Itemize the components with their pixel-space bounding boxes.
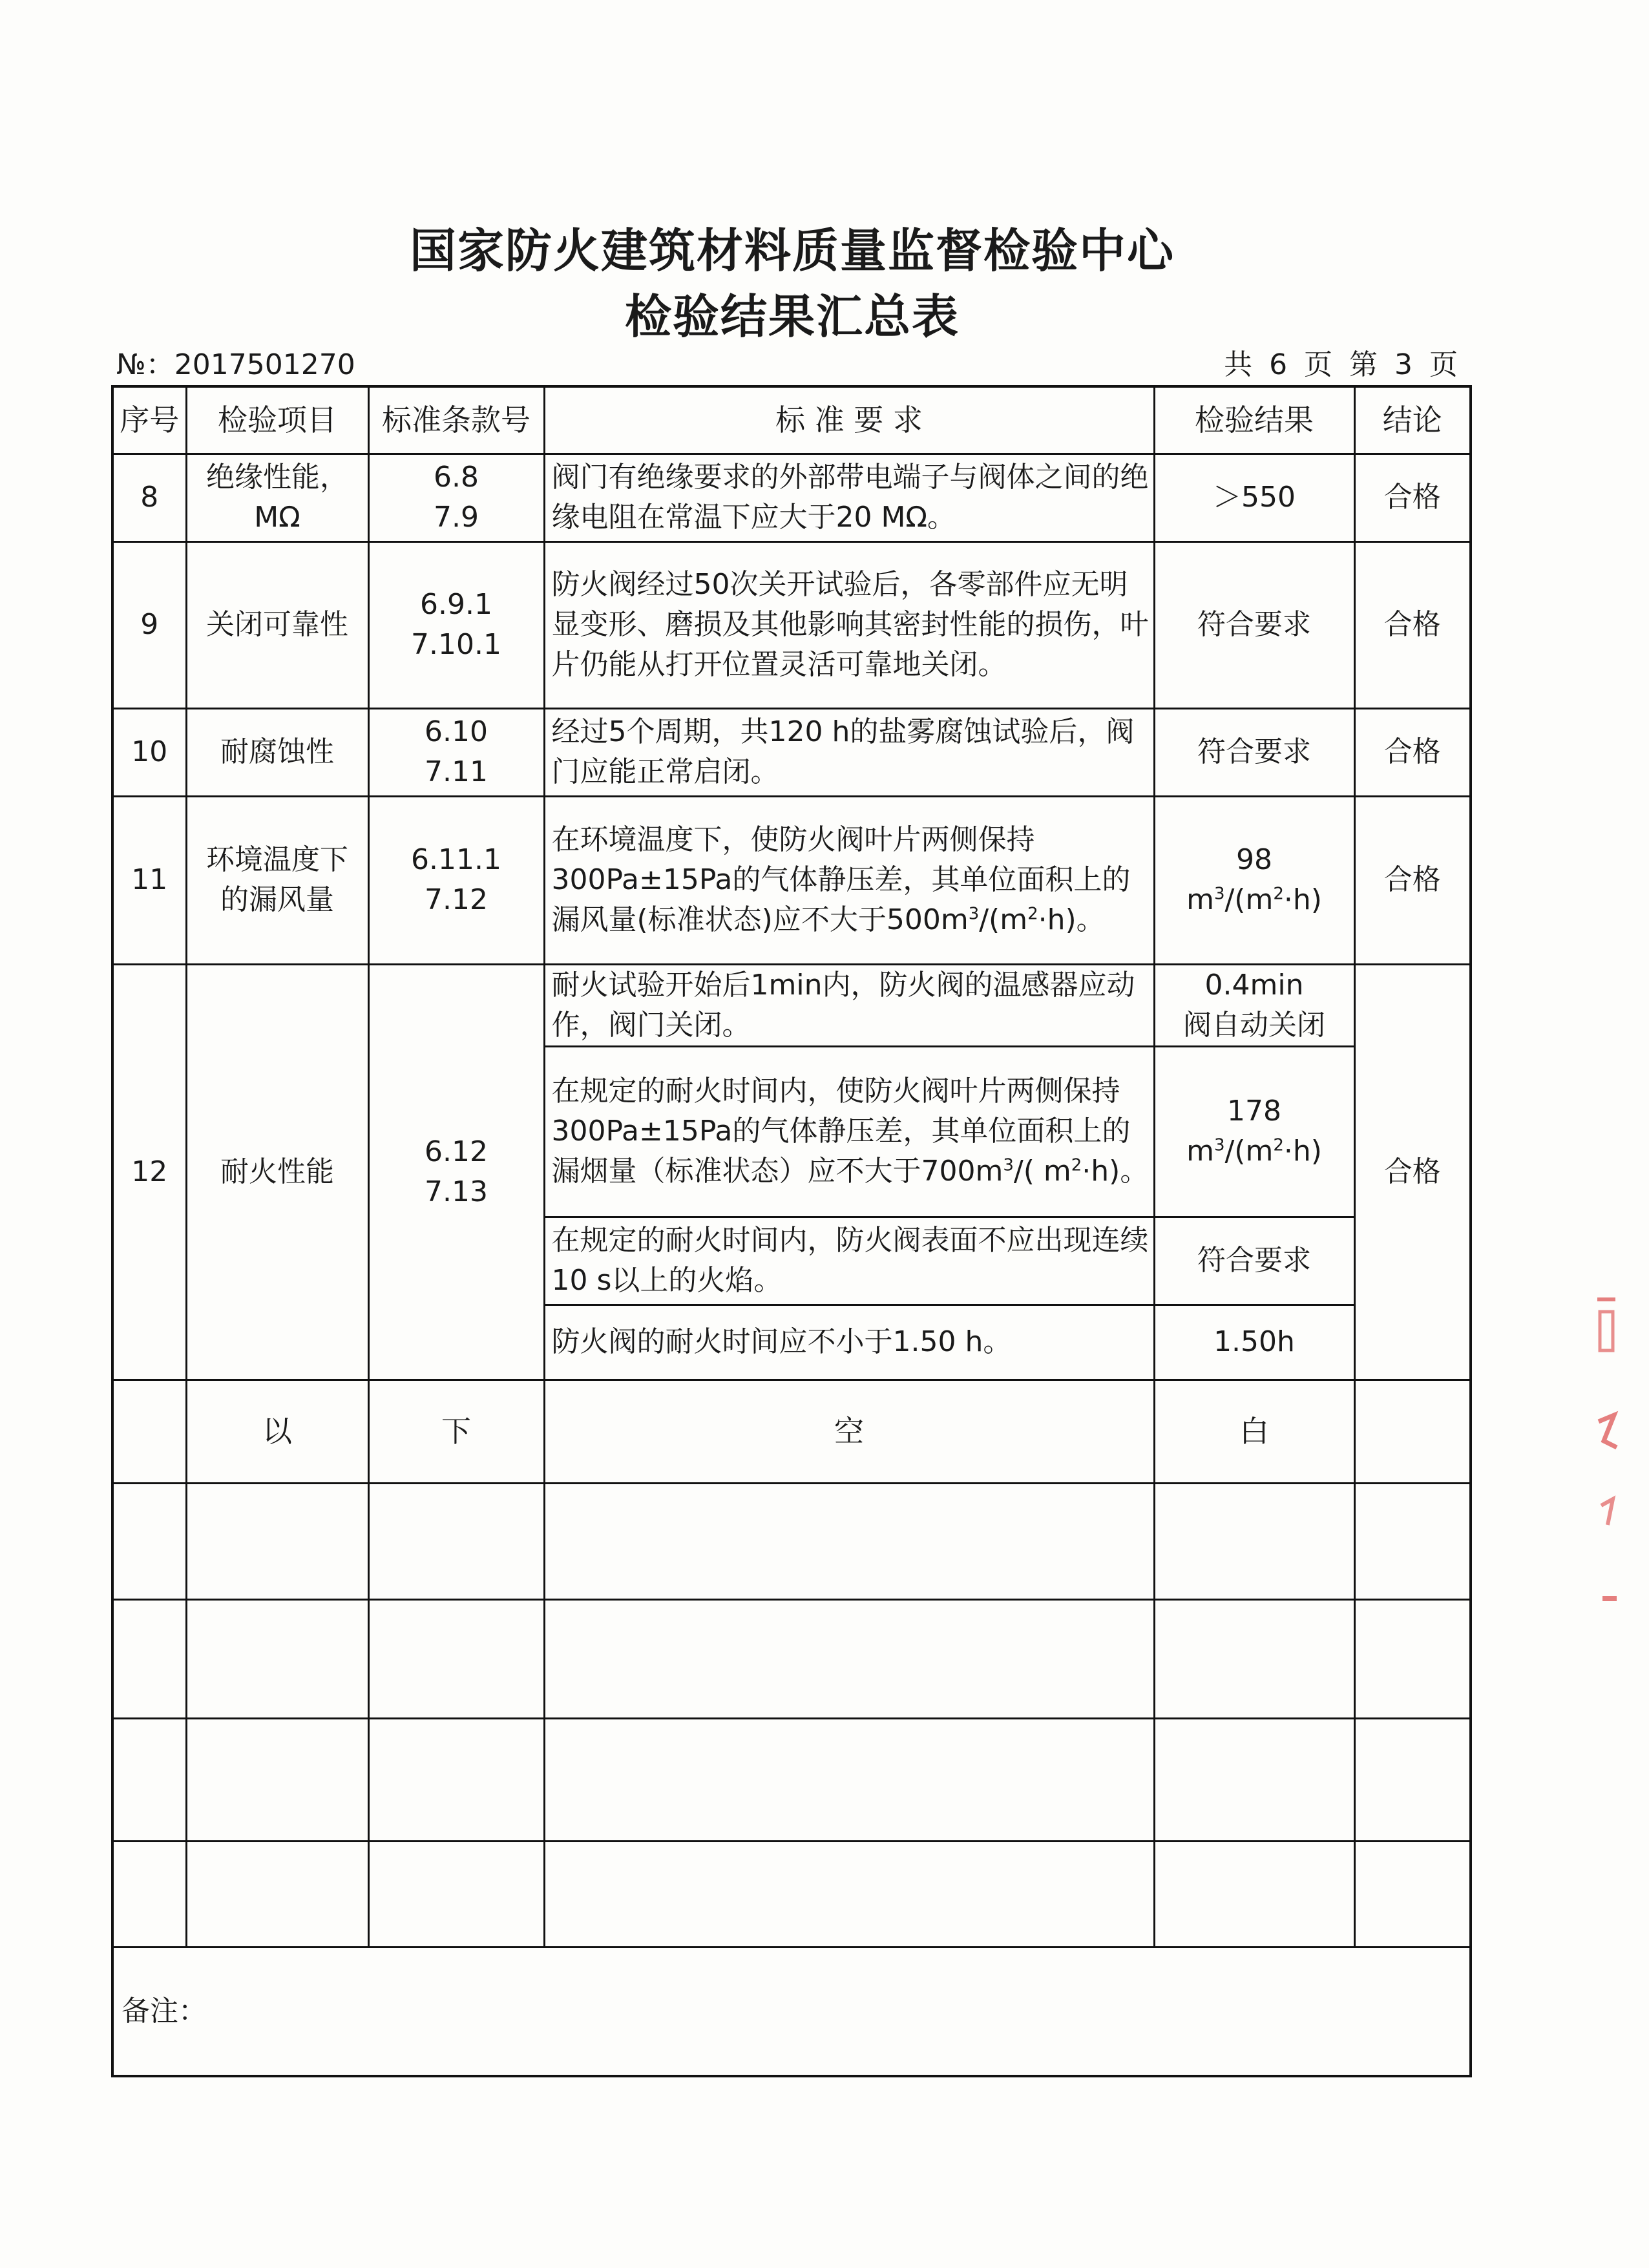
row-requirement bbox=[544, 796, 1154, 964]
row-conclusion: 合格 bbox=[1354, 708, 1471, 796]
req-text: /(m bbox=[979, 903, 1028, 936]
empty-row bbox=[112, 1483, 1471, 1599]
row-requirement: 防火阀经过50次关开试验后，各零部件应无明显变形、磨损及其他影响其密封性能的损伤，叶片仍能从打开位置灵活可靠地关闭。 bbox=[544, 541, 1154, 708]
req-text: ·h)。 bbox=[1082, 1155, 1149, 1188]
unit-sup: 3 bbox=[1213, 1135, 1225, 1155]
empty-row bbox=[112, 1599, 1471, 1718]
result-unit bbox=[1159, 1131, 1350, 1171]
row-requirement: 阀门有绝缘要求的外部带电端子与阀体之间的绝缘电阻在常温下应大于20 MΩ。 bbox=[544, 454, 1154, 541]
clause-line: 6.11.1 bbox=[411, 843, 501, 876]
row-conclusion: 合格 bbox=[1354, 796, 1471, 964]
col-header-conclusion: 结论 bbox=[1354, 386, 1471, 454]
table-row bbox=[112, 541, 1471, 708]
empty-cell bbox=[112, 1841, 186, 1947]
empty-cell bbox=[1354, 1599, 1471, 1718]
col-header-result: 检验结果 bbox=[1154, 386, 1354, 454]
results-table bbox=[111, 385, 1472, 2077]
empty-cell bbox=[368, 1841, 544, 1947]
row-clause bbox=[368, 708, 544, 796]
clause-line: 7.9 bbox=[434, 501, 479, 534]
empty-cell bbox=[112, 1599, 186, 1718]
empty-cell bbox=[1154, 1841, 1354, 1947]
empty-cell bbox=[544, 1483, 1154, 1599]
empty-cell bbox=[1154, 1718, 1354, 1841]
col-header-clause: 标准条款号 bbox=[368, 386, 544, 454]
empty-cell bbox=[1354, 1718, 1471, 1841]
empty-row bbox=[112, 1841, 1471, 1947]
clause-line: 7.13 bbox=[425, 1175, 488, 1208]
result-value: 178 bbox=[1227, 1095, 1281, 1128]
row-conclusion: 合格 bbox=[1354, 454, 1471, 541]
row-no: 11 bbox=[112, 796, 186, 964]
serial-number: №：2017501270 bbox=[116, 348, 355, 381]
unit-text: ·h) bbox=[1283, 1135, 1322, 1168]
req-text: ·h)。 bbox=[1038, 903, 1105, 936]
row-clause bbox=[368, 541, 544, 708]
clause-line: 6.10 bbox=[425, 715, 488, 748]
doc-title: 检验结果汇总表 bbox=[624, 289, 960, 344]
org-title: 国家防火建筑材料质量监督检验中心 bbox=[409, 224, 1175, 278]
row-item: 耐火性能 bbox=[186, 964, 368, 1380]
clause-line: 6.12 bbox=[425, 1135, 488, 1168]
row-result: 符合要求 bbox=[1154, 541, 1354, 708]
row-result: ＞550 bbox=[1154, 454, 1354, 541]
row-result: 符合要求 bbox=[1154, 1217, 1354, 1305]
item-line: MΩ bbox=[254, 501, 300, 534]
req-sup: 3 bbox=[968, 904, 980, 924]
result-unit bbox=[1159, 880, 1350, 920]
unit-text: m bbox=[1186, 883, 1214, 916]
empty-cell bbox=[1154, 1483, 1354, 1599]
empty-cell bbox=[368, 1599, 544, 1718]
blank-cell bbox=[112, 1380, 186, 1483]
empty-cell bbox=[368, 1718, 544, 1841]
req-sup: 3 bbox=[1003, 1155, 1014, 1175]
empty-cell bbox=[1354, 1483, 1471, 1599]
item-line: 绝缘性能， bbox=[206, 461, 348, 494]
row-requirement: 在规定的耐火时间内，防火阀表面不应出现连续10 s以上的火焰。 bbox=[544, 1217, 1154, 1305]
unit-text: /(m bbox=[1224, 1135, 1274, 1168]
row-result bbox=[1154, 796, 1354, 964]
stamp-mark-icon bbox=[1595, 1292, 1621, 1628]
unit-text: m bbox=[1186, 1135, 1214, 1168]
empty-cell bbox=[186, 1599, 368, 1718]
row-no: 10 bbox=[112, 708, 186, 796]
col-header-requirement: 标 准 要 求 bbox=[544, 386, 1154, 454]
empty-cell bbox=[186, 1483, 368, 1599]
req-text: 在规定的耐火时间内，使防火阀叶片两侧保持300Pa±15Pa的气体静压差，其单位面积上的漏烟量（标准状态）应不大于700m bbox=[551, 1075, 1131, 1188]
row-requirement: 经过5个周期，共120 h的盐雾腐蚀试验后，阀门应能正常启闭。 bbox=[544, 708, 1154, 796]
req-text: /( m bbox=[1013, 1155, 1071, 1188]
empty-cell bbox=[544, 1841, 1154, 1947]
empty-cell bbox=[1154, 1599, 1354, 1718]
empty-cell bbox=[112, 1483, 186, 1599]
row-no: 12 bbox=[112, 964, 186, 1380]
blank-word: 以 bbox=[186, 1380, 368, 1483]
row-item bbox=[186, 454, 368, 541]
empty-cell bbox=[1354, 1841, 1471, 1947]
clause-line: 7.11 bbox=[425, 755, 488, 788]
row-conclusion: 合格 bbox=[1354, 964, 1471, 1380]
row-result: 符合要求 bbox=[1154, 708, 1354, 796]
empty-cell bbox=[368, 1483, 544, 1599]
clause-line: 6.8 bbox=[434, 461, 479, 494]
unit-sup: 3 bbox=[1213, 884, 1225, 904]
table-row bbox=[112, 964, 1471, 1046]
row-result bbox=[1154, 964, 1354, 1046]
row-requirement: 防火阀的耐火时间应不小于1.50 h。 bbox=[544, 1305, 1154, 1380]
blank-word: 下 bbox=[368, 1380, 544, 1483]
row-item bbox=[186, 796, 368, 964]
table-row bbox=[112, 454, 1471, 541]
row-clause bbox=[368, 796, 544, 964]
col-header-no: 序号 bbox=[112, 386, 186, 454]
clause-line: 7.10.1 bbox=[411, 628, 501, 661]
row-clause bbox=[368, 964, 544, 1380]
table-row bbox=[112, 708, 1471, 796]
table-row bbox=[112, 796, 1471, 964]
empty-cell bbox=[544, 1599, 1154, 1718]
item-line: 的漏风量 bbox=[220, 883, 334, 916]
unit-sup: 2 bbox=[1273, 884, 1284, 904]
empty-row bbox=[112, 1718, 1471, 1841]
empty-cell bbox=[186, 1841, 368, 1947]
page-info: 共 6 页 第 3 页 bbox=[1224, 348, 1462, 381]
remarks-row bbox=[112, 1947, 1471, 2076]
col-header-item: 检验项目 bbox=[186, 386, 368, 454]
clause-line: 7.12 bbox=[425, 883, 488, 916]
header-row bbox=[112, 386, 1471, 454]
row-requirement bbox=[544, 1046, 1154, 1217]
row-no: 9 bbox=[112, 541, 186, 708]
result-value: 0.4min bbox=[1204, 968, 1304, 1002]
blank-row bbox=[112, 1380, 1471, 1483]
row-item: 耐腐蚀性 bbox=[186, 708, 368, 796]
req-text: 在环境温度下，使防火阀叶片两侧保持300Pa±15Pa的气体静压差，其单位面积上的漏风量(标准状态)应不大于500m bbox=[551, 823, 1131, 936]
row-item: 关闭可靠性 bbox=[186, 541, 368, 708]
blank-word: 白 bbox=[1154, 1380, 1354, 1483]
row-result: 1.50h bbox=[1154, 1305, 1354, 1380]
row-no: 8 bbox=[112, 454, 186, 541]
blank-word: 空 bbox=[544, 1380, 1154, 1483]
empty-cell bbox=[544, 1718, 1154, 1841]
unit-sup: 2 bbox=[1273, 1135, 1284, 1155]
empty-cell bbox=[186, 1718, 368, 1841]
remarks-label: 备注： bbox=[112, 1947, 1471, 2076]
row-clause bbox=[368, 454, 544, 541]
item-line: 环境温度下 bbox=[206, 843, 348, 876]
clause-line: 6.9.1 bbox=[420, 588, 492, 621]
req-sup: 2 bbox=[1027, 904, 1038, 924]
empty-cell bbox=[112, 1718, 186, 1841]
red-stamp-fragment bbox=[1595, 1292, 1621, 1670]
unit-text: ·h) bbox=[1283, 883, 1322, 916]
row-conclusion: 合格 bbox=[1354, 541, 1471, 708]
result-value: 98 bbox=[1236, 843, 1272, 876]
unit-text: /(m bbox=[1224, 883, 1274, 916]
row-requirement: 耐火试验开始后1min内，防火阀的温感器应动作，阀门关闭。 bbox=[544, 964, 1154, 1046]
req-sup: 2 bbox=[1071, 1155, 1082, 1175]
result-value: 阀自动关闭 bbox=[1183, 1008, 1325, 1042]
blank-cell bbox=[1354, 1380, 1471, 1483]
row-result bbox=[1154, 1046, 1354, 1217]
